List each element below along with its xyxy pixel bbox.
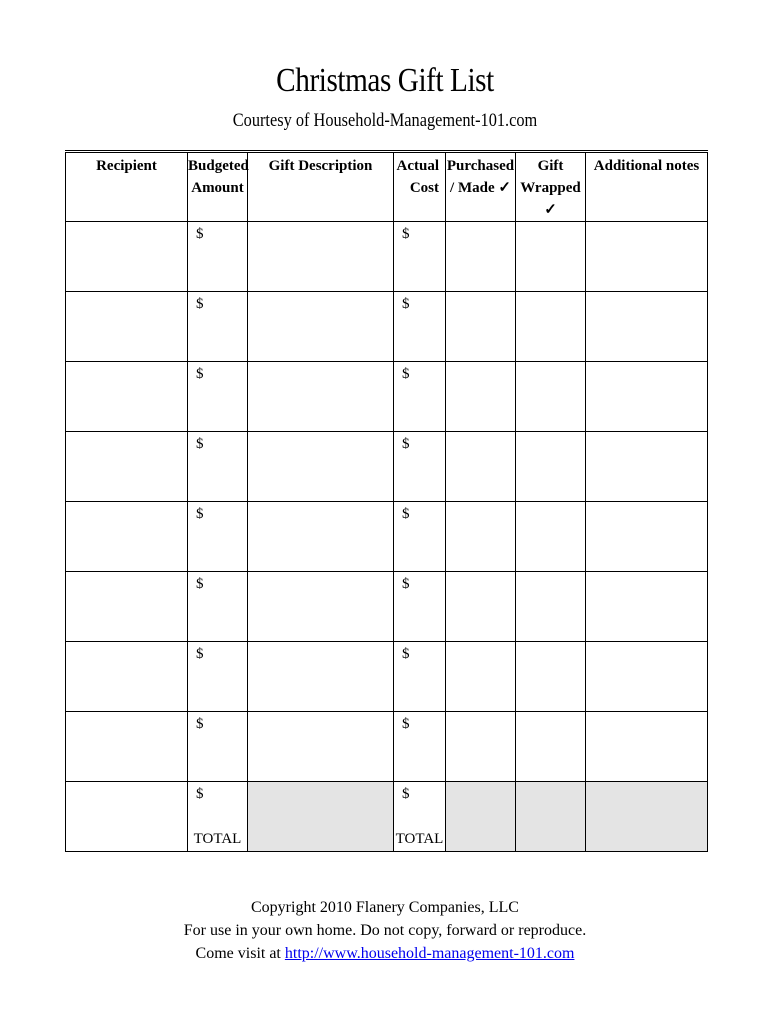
footer [0, 896, 770, 965]
total-description-cell [248, 782, 394, 852]
dollar-sign: $ [196, 576, 204, 592]
total-recipient-cell [66, 782, 188, 852]
gift-row [66, 642, 708, 712]
gift-row [66, 362, 708, 432]
header-purchased-made [446, 152, 516, 222]
gift-row [66, 222, 708, 292]
recipient-cell[interactable] [66, 712, 188, 782]
gift-description-cell[interactable] [248, 572, 394, 642]
gift-description-cell[interactable] [248, 642, 394, 712]
header-recipient-label: Recipient [96, 158, 157, 174]
total-purchased-cell [446, 782, 516, 852]
gift-description-cell[interactable] [248, 222, 394, 292]
notes-cell[interactable] [586, 712, 708, 782]
footer-visit [0, 942, 770, 965]
total-row [66, 782, 708, 852]
gift-row [66, 432, 708, 502]
gift-row [66, 712, 708, 782]
total-budgeted-cell[interactable] [188, 782, 248, 852]
dollar-sign: $ [196, 366, 204, 382]
wrapped-cell[interactable] [516, 432, 586, 502]
gift-description-cell[interactable] [248, 712, 394, 782]
total-notes-cell [586, 782, 708, 852]
header-gift-wrapped [516, 152, 586, 222]
actual-cost-cell[interactable] [394, 362, 446, 432]
purchased-cell[interactable] [446, 572, 516, 642]
budgeted-amount-cell[interactable] [188, 292, 248, 362]
notes-cell[interactable] [586, 432, 708, 502]
header-notes-label: Additional notes [593, 158, 700, 174]
wrapped-cell[interactable] [516, 642, 586, 712]
header-actual-line1: Actual [396, 158, 439, 174]
budgeted-amount-cell[interactable] [188, 642, 248, 712]
purchased-cell[interactable] [446, 432, 516, 502]
purchased-cell[interactable] [446, 712, 516, 782]
dollar-sign: $ [402, 786, 410, 802]
budgeted-amount-cell[interactable] [188, 362, 248, 432]
actual-cost-cell[interactable] [394, 642, 446, 712]
purchased-cell[interactable] [446, 222, 516, 292]
total-actual-cell[interactable] [394, 782, 446, 852]
gift-list-table [65, 150, 708, 852]
gift-row [66, 572, 708, 642]
gift-description-cell[interactable] [248, 292, 394, 362]
dollar-sign: $ [402, 646, 410, 662]
notes-cell[interactable] [586, 222, 708, 292]
recipient-cell[interactable] [66, 362, 188, 432]
budgeted-amount-cell[interactable] [188, 222, 248, 292]
header-description-label: Gift Description [268, 158, 373, 174]
footer-visit-prefix: Come visit at [195, 945, 285, 962]
page-title: Christmas Gift List [276, 62, 494, 99]
purchased-cell[interactable] [446, 502, 516, 572]
dollar-sign: $ [402, 366, 410, 382]
dollar-sign: $ [196, 296, 204, 312]
notes-cell[interactable] [586, 362, 708, 432]
header-additional-notes [586, 152, 708, 222]
header-budgeted-line2: Amount [191, 180, 244, 196]
dollar-sign: $ [402, 576, 410, 592]
gift-row [66, 502, 708, 572]
recipient-cell[interactable] [66, 292, 188, 362]
dollar-sign: $ [196, 646, 204, 662]
header-gift-description [248, 152, 394, 222]
notes-cell[interactable] [586, 502, 708, 572]
recipient-cell[interactable] [66, 502, 188, 572]
header-purchased-line2: / Made ✓ [450, 180, 511, 196]
gift-row [66, 292, 708, 362]
dollar-sign: $ [402, 296, 410, 312]
wrapped-cell[interactable] [516, 292, 586, 362]
dollar-sign: $ [196, 226, 204, 242]
budgeted-amount-cell[interactable] [188, 712, 248, 782]
header-purchased-line1: Purchased [446, 158, 515, 174]
dollar-sign: $ [196, 716, 204, 732]
dollar-sign: $ [402, 436, 410, 452]
page-subtitle: Courtesy of Household-Management-101.com [232, 110, 538, 131]
recipient-cell[interactable] [66, 572, 188, 642]
actual-cost-cell[interactable] [394, 292, 446, 362]
wrapped-cell[interactable] [516, 502, 586, 572]
actual-cost-cell[interactable] [394, 572, 446, 642]
header-recipient [66, 152, 188, 222]
budgeted-amount-cell[interactable] [188, 572, 248, 642]
dollar-sign: $ [402, 506, 410, 522]
actual-cost-cell[interactable] [394, 712, 446, 782]
budgeted-amount-cell[interactable] [188, 432, 248, 502]
header-wrapped-line1: Gift [537, 158, 564, 174]
wrapped-cell[interactable] [516, 362, 586, 432]
purchased-cell[interactable] [446, 642, 516, 712]
dollar-sign: $ [196, 786, 204, 802]
header-row [66, 152, 708, 222]
footer-copyright: Copyright 2010 Flanery Companies, LLC [251, 899, 519, 916]
gift-description-cell[interactable] [248, 432, 394, 502]
header-actual-line2: Cost [409, 180, 439, 196]
budgeted-amount-cell[interactable] [188, 502, 248, 572]
header-wrapped-line2: Wrapped ✓ [520, 180, 581, 218]
dollar-sign: $ [196, 506, 204, 522]
dollar-sign: $ [196, 436, 204, 452]
total-actual-label: TOTAL [395, 831, 444, 847]
header-actual-cost [394, 152, 446, 222]
gift-description-cell[interactable] [248, 362, 394, 432]
footer-visit-link[interactable]: http://www.household-management-101.com [284, 945, 575, 962]
wrapped-cell[interactable] [516, 222, 586, 292]
notes-cell[interactable] [586, 642, 708, 712]
total-wrapped-cell [516, 782, 586, 852]
footer-usage: For use in your own home. Do not copy, forward or reproduce. [183, 922, 587, 939]
recipient-cell[interactable] [66, 642, 188, 712]
gift-description-cell[interactable] [248, 502, 394, 572]
dollar-sign: $ [402, 226, 410, 242]
header-budgeted-amount [188, 152, 248, 222]
total-budgeted-label: TOTAL [193, 831, 242, 847]
purchased-cell[interactable] [446, 292, 516, 362]
wrapped-cell[interactable] [516, 712, 586, 782]
recipient-cell[interactable] [66, 222, 188, 292]
header-budgeted-line1: Budgeted [188, 158, 249, 174]
actual-cost-cell[interactable] [394, 432, 446, 502]
actual-cost-cell[interactable] [394, 222, 446, 292]
notes-cell[interactable] [586, 292, 708, 362]
recipient-cell[interactable] [66, 432, 188, 502]
purchased-cell[interactable] [446, 362, 516, 432]
dollar-sign: $ [402, 716, 410, 732]
notes-cell[interactable] [586, 572, 708, 642]
wrapped-cell[interactable] [516, 572, 586, 642]
actual-cost-cell[interactable] [394, 502, 446, 572]
